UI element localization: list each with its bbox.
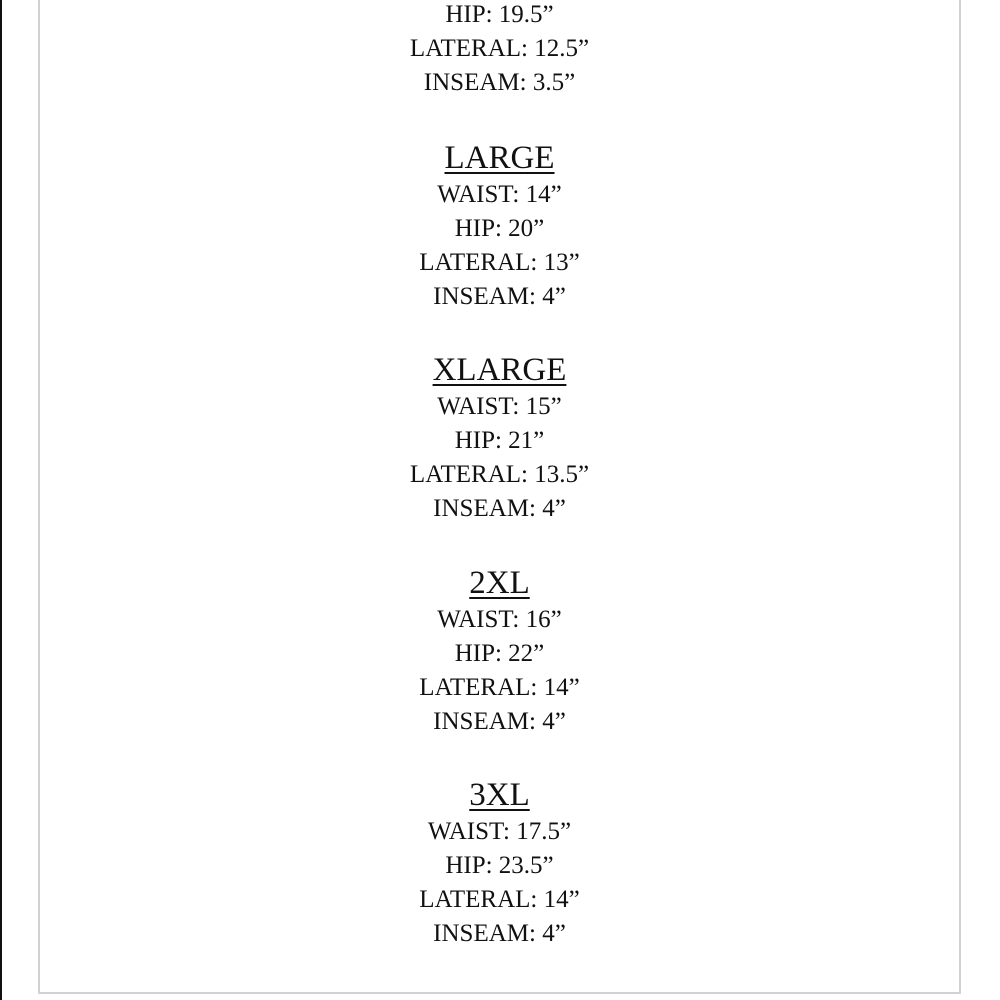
inseam-measurement: INSEAM: 3.5” bbox=[423, 69, 576, 96]
hip-measurement: HIP: 21” bbox=[454, 427, 545, 454]
size-block-3xl bbox=[40, 777, 959, 951]
size-heading: 2XL bbox=[469, 565, 530, 601]
lateral-measurement: LATERAL: 12.5” bbox=[409, 35, 590, 62]
inseam-measurement: INSEAM: 4” bbox=[433, 920, 566, 947]
inseam-measurement: INSEAM: 4” bbox=[433, 283, 566, 310]
waist-measurement: WAIST: 15” bbox=[437, 393, 562, 420]
size-block-large bbox=[40, 140, 959, 314]
inseam-measurement: INSEAM: 4” bbox=[433, 495, 566, 522]
hip-measurement: HIP: 19.5” bbox=[445, 1, 554, 28]
size-block-medium-partial bbox=[40, 0, 959, 100]
lateral-measurement: LATERAL: 13.5” bbox=[409, 461, 590, 488]
hip-measurement: HIP: 20” bbox=[454, 215, 545, 242]
inseam-measurement: INSEAM: 4” bbox=[433, 708, 566, 735]
lateral-measurement: LATERAL: 13” bbox=[419, 249, 580, 276]
size-block-xlarge bbox=[40, 352, 959, 526]
size-block-2xl bbox=[40, 565, 959, 739]
size-chart-card bbox=[38, 0, 961, 994]
lateral-measurement: LATERAL: 14” bbox=[419, 674, 580, 701]
waist-measurement: WAIST: 17.5” bbox=[427, 818, 572, 845]
hip-measurement: HIP: 22” bbox=[454, 640, 545, 667]
waist-measurement: WAIST: 16” bbox=[437, 606, 562, 633]
lateral-measurement: LATERAL: 14” bbox=[419, 886, 580, 913]
hip-measurement: HIP: 23.5” bbox=[445, 852, 554, 879]
size-heading: 3XL bbox=[469, 777, 530, 813]
waist-measurement: WAIST: 14” bbox=[437, 181, 562, 208]
size-heading: XLARGE bbox=[432, 352, 567, 388]
size-heading: LARGE bbox=[444, 140, 555, 176]
left-border-line bbox=[0, 0, 2, 1000]
